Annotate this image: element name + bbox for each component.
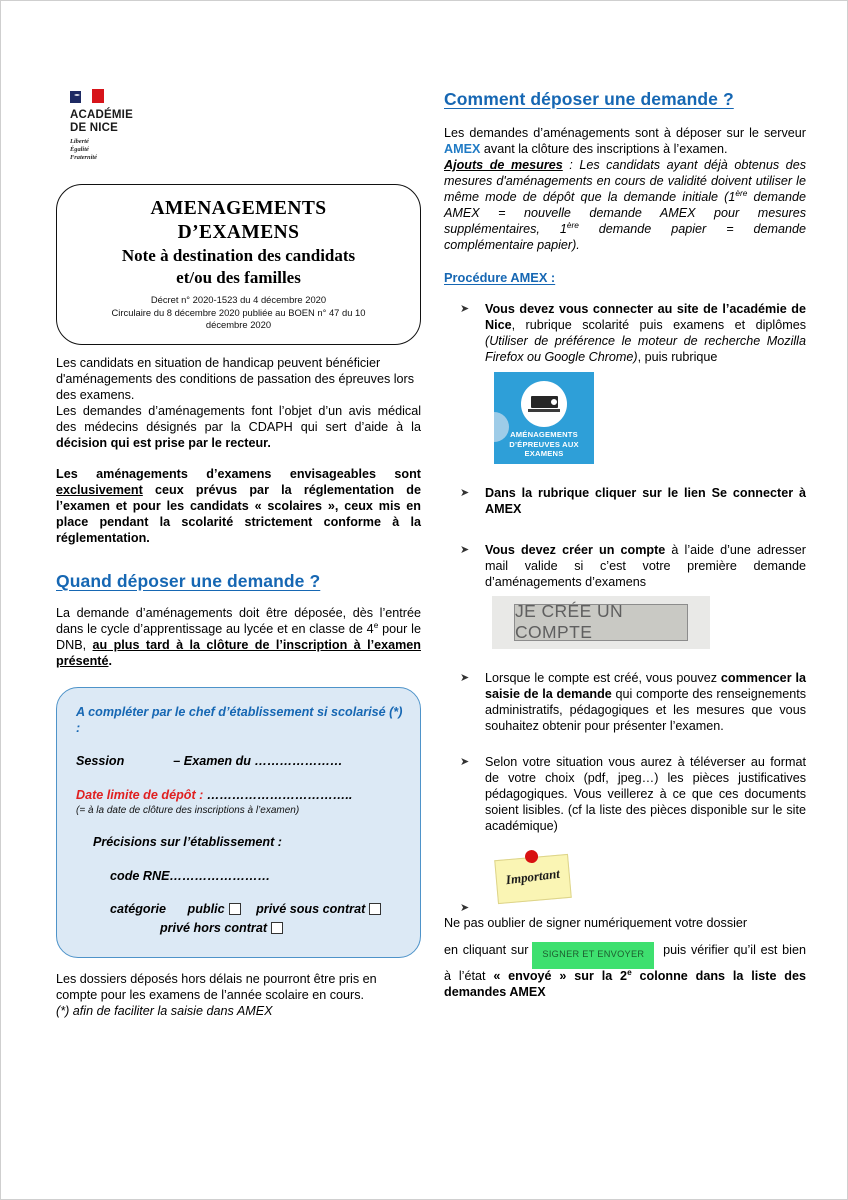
title-box — [56, 184, 421, 345]
option-prive-sous-label: privé sous contrat — [256, 901, 366, 916]
logo-motto — [70, 138, 180, 163]
arrow-bullet-icon: ➤ — [460, 900, 470, 914]
academie-logo — [70, 89, 180, 162]
date-limite-note: (= à la date de clôture des inscriptions à l’examen) — [76, 805, 300, 817]
ajouts-lead: Ajouts de mesures — [444, 157, 563, 172]
motto-egalite: Égalité — [70, 145, 89, 153]
important-sticky-note-icon — [494, 853, 572, 903]
legal-line-2: Circulaire du 8 décembre 2020 publiée au BOEN n° 47 du 10 — [111, 306, 366, 318]
tile-caption-line-2: D’ÉPREUVES AUX — [509, 439, 579, 449]
bullet-1-a: , rubrique scolarité puis examens et diplômes — [511, 317, 806, 332]
pin-icon — [524, 849, 538, 863]
title-line-4: et/ou des familles — [176, 268, 301, 288]
right-column — [444, 89, 806, 1001]
french-flag-icon — [70, 89, 104, 105]
bullet-se-connecter — [444, 486, 806, 518]
quand-sup: e — [373, 619, 379, 630]
bullet-4-bold: commencer la saisie de la demande — [485, 670, 806, 701]
option-public-label: public — [187, 901, 225, 916]
date-limite-label: Date limite de dépôt : — [76, 787, 204, 802]
signer-2-a: en cliquant sur — [444, 942, 529, 957]
title-legal — [73, 294, 404, 332]
logo-line-academie: ACADÉMIE — [70, 109, 133, 121]
rne-field[interactable]: code RNE…………………… — [110, 868, 271, 883]
checkbox-prive-sous-contrat[interactable] — [369, 903, 381, 915]
tile-caption — [494, 430, 594, 459]
form-row-precisions — [76, 834, 403, 850]
serveur-a: Les demandes d’aménagements sont à déposer sur le serveur — [444, 126, 806, 140]
arrow-bullet-icon: ➤ — [460, 754, 470, 768]
quand-a: La demande d’aménagements doit être déposée, dès l’entrée dans le cycle d’apprentissage au lycée et en classe de 4 — [56, 605, 421, 636]
bullet-3-a: à l’aide d’une adresser mail valide si c’est votre première demande d’aménagements d’examens — [485, 542, 806, 589]
tile-chip-dot-icon — [550, 398, 558, 406]
arrow-bullet-icon: ➤ — [460, 485, 470, 499]
signer-2-bold-2: colonne dans la liste des demandes AMEX — [444, 969, 806, 1000]
tile-caption-line-3: EXAMENS — [524, 449, 564, 459]
arrow-bullet-icon: ➤ — [460, 542, 470, 556]
serveur-b: avant la clôture des inscriptions à l’examen. — [480, 141, 728, 156]
bullet-1-italic: (Utiliser de préférence le moteur de recherche Mozilla Firefox ou Google Chrome) — [485, 333, 806, 364]
title-line-3: Note à destination des candidats — [121, 246, 356, 266]
date-limite-value[interactable]: …………………………….. — [203, 787, 353, 802]
signer-et-envoyer-button[interactable]: SIGNER ET ENVOYER — [532, 942, 654, 970]
left-column — [56, 89, 421, 1020]
bullet-connect-site — [444, 302, 806, 366]
bullet-4-b: qui comporte des renseignements administratifs, pédagogiques et les mesures que vous souhaitez obtenir pour présenter l’examen. — [485, 686, 806, 733]
bullet-1-bold: Vous devez vous connecter au site de l’académie de Nice — [485, 301, 806, 332]
bullet-5-text: Selon votre situation vous aurez à téléverser au format de votre choix (pdf, jpeg…) les pièces justificatives pédagogiques. Vous veillerez à ce que ces documents soient lisibles. (cf la liste des pièces disponible sur le site académique) — [485, 754, 806, 833]
form-row-prive-hors[interactable] — [76, 920, 403, 936]
ajouts-sup-2: ère — [566, 219, 579, 230]
intro-1-text: Les candidats en situation de handicap peuvent bénéficier d'aménagements des conditions de passation des épreuves lors des examens. — [56, 355, 415, 402]
bullet-televerser-pieces — [444, 755, 806, 835]
bullet-saisie-demande — [444, 671, 806, 735]
signer-2-sup: e — [627, 967, 632, 978]
bullet-creer-compte — [444, 543, 806, 591]
quand-b: pour le DNB, — [56, 621, 421, 652]
bullet-4-a: Lorsque le compte est créé, vous pouvez — [485, 670, 721, 685]
footer-text: Les dossiers déposés hors délais ne pourront être pris en compte pour les examens de l’année scolaire en cours. — [56, 971, 377, 1002]
signer-line-2 — [444, 942, 806, 1002]
signer-2-b: puis vérifier qu’il est bien à l’état — [444, 942, 806, 984]
ajouts-c: demande papier = demande complémentaire papier). — [444, 221, 806, 252]
signer-line-1: Ne pas oublier de signer numériquement votre dossier — [444, 915, 748, 930]
session-value[interactable]: – Examen du ………………… — [173, 754, 343, 769]
intro-3-c: ceux prévus par la réglementation de l’examen et pour les candidats « scolaires », ceux mis en place pendant la scolarité strictement conforme à la réglementation. — [56, 482, 421, 545]
form-row-session[interactable] — [76, 753, 403, 769]
je-cree-un-compte-image[interactable] — [492, 596, 710, 649]
intro-2-text: Les demandes d’aménagements font l’objet d’un avis médical des médecins désignés par la CDAPH qui sert d’aide à la — [56, 403, 421, 434]
ajouts-sup-1: ère — [735, 187, 748, 198]
je-cree-un-compte-button[interactable]: JE CRÉE UN COMPTE — [514, 604, 688, 641]
checkbox-prive-hors-contrat[interactable] — [271, 922, 283, 934]
paragraph-quand — [56, 606, 421, 670]
quand-bold-underline: au plus tard à la clôture de l’inscription à l’examen présenté — [56, 637, 421, 668]
form-row-categorie[interactable] — [76, 901, 403, 937]
paragraph-footer-note — [56, 1004, 421, 1020]
option-prive-hors-label: privé hors contrat — [159, 921, 268, 936]
ajouts-b: demande AMEX = nouvelle demande AMEX pour mesures supplémentaires, 1 — [444, 189, 806, 236]
signer-2-bold-1: « envoyé » sur la 2 — [493, 969, 628, 984]
intro-3-underline: exclusivement — [56, 482, 143, 497]
legal-line-3: décembre 2020 — [205, 319, 272, 331]
categorie-label: catégorie — [110, 901, 166, 916]
legal-line-1: Décret n° 2020-1523 du 4 décembre 2020 — [150, 293, 327, 305]
intro-3-a: Les aménagements d’examens envisageables sont — [56, 466, 421, 481]
paragraph-intro-3 — [56, 467, 421, 547]
paragraph-intro-1 — [56, 356, 421, 404]
bullet-3-bold: Vous devez créer un compte — [485, 542, 666, 557]
paragraph-footer — [56, 972, 421, 1004]
motto-fraternite: Fraternité — [70, 154, 97, 162]
logo-line-nice: DE NICE — [70, 121, 119, 134]
arrow-bullet-icon: ➤ — [460, 670, 470, 684]
paragraph-serveur-amex — [444, 126, 806, 158]
bullet-1-b: , puis rubrique — [637, 349, 718, 364]
arrow-bullet-icon: ➤ — [460, 301, 470, 315]
session-label: Session — [76, 754, 125, 769]
form-box-heading: A compléter par le chef d’établissement si scolarisé (*) : — [76, 704, 403, 736]
title-line-1: AMENAGEMENTS — [150, 198, 327, 220]
intro-2-bold: décision qui est prise par le recteur. — [56, 435, 271, 450]
heading-quand-deposer: Quand déposer une demande ? — [56, 570, 321, 591]
form-row-date-limite[interactable] — [76, 787, 403, 817]
heading-comment-deposer: Comment déposer une demande ? — [444, 89, 734, 109]
title-line-2: D’EXAMENS — [177, 221, 300, 243]
form-row-rne[interactable] — [76, 868, 403, 884]
important-note-text: Important — [504, 865, 561, 887]
establishment-form-box — [56, 687, 421, 958]
paragraph-intro-2 — [56, 404, 421, 452]
subheading-procedure-amex: Procédure AMEX : — [444, 269, 556, 285]
tile-caption-line-1: AMÉNAGEMENTS — [510, 429, 578, 439]
amex-word: AMEX — [444, 141, 481, 156]
paragraph-ajouts-mesures — [444, 158, 806, 254]
signer-block — [444, 916, 806, 1002]
bullet-2-text: Dans la rubrique cliquer sur le lien Se connecter à AMEX — [485, 485, 806, 516]
ajouts-a: : Les candidats ayant déjà obtenus des mesures d'aménagements en cours de validité doivent utiliser le même mode de dépôt que la demande initiale (1 — [444, 157, 806, 204]
checkbox-public[interactable] — [229, 903, 241, 915]
tile-chip-subline — [528, 409, 560, 412]
footer-note-text: (*) afin de faciliter la saisie dans AMEX — [56, 1003, 273, 1018]
amex-tile-image[interactable] — [494, 372, 594, 464]
motto-liberte: Liberté — [70, 137, 89, 145]
quand-d: . — [108, 653, 112, 668]
precisions-label: Précisions sur l’établissement : — [93, 835, 282, 850]
